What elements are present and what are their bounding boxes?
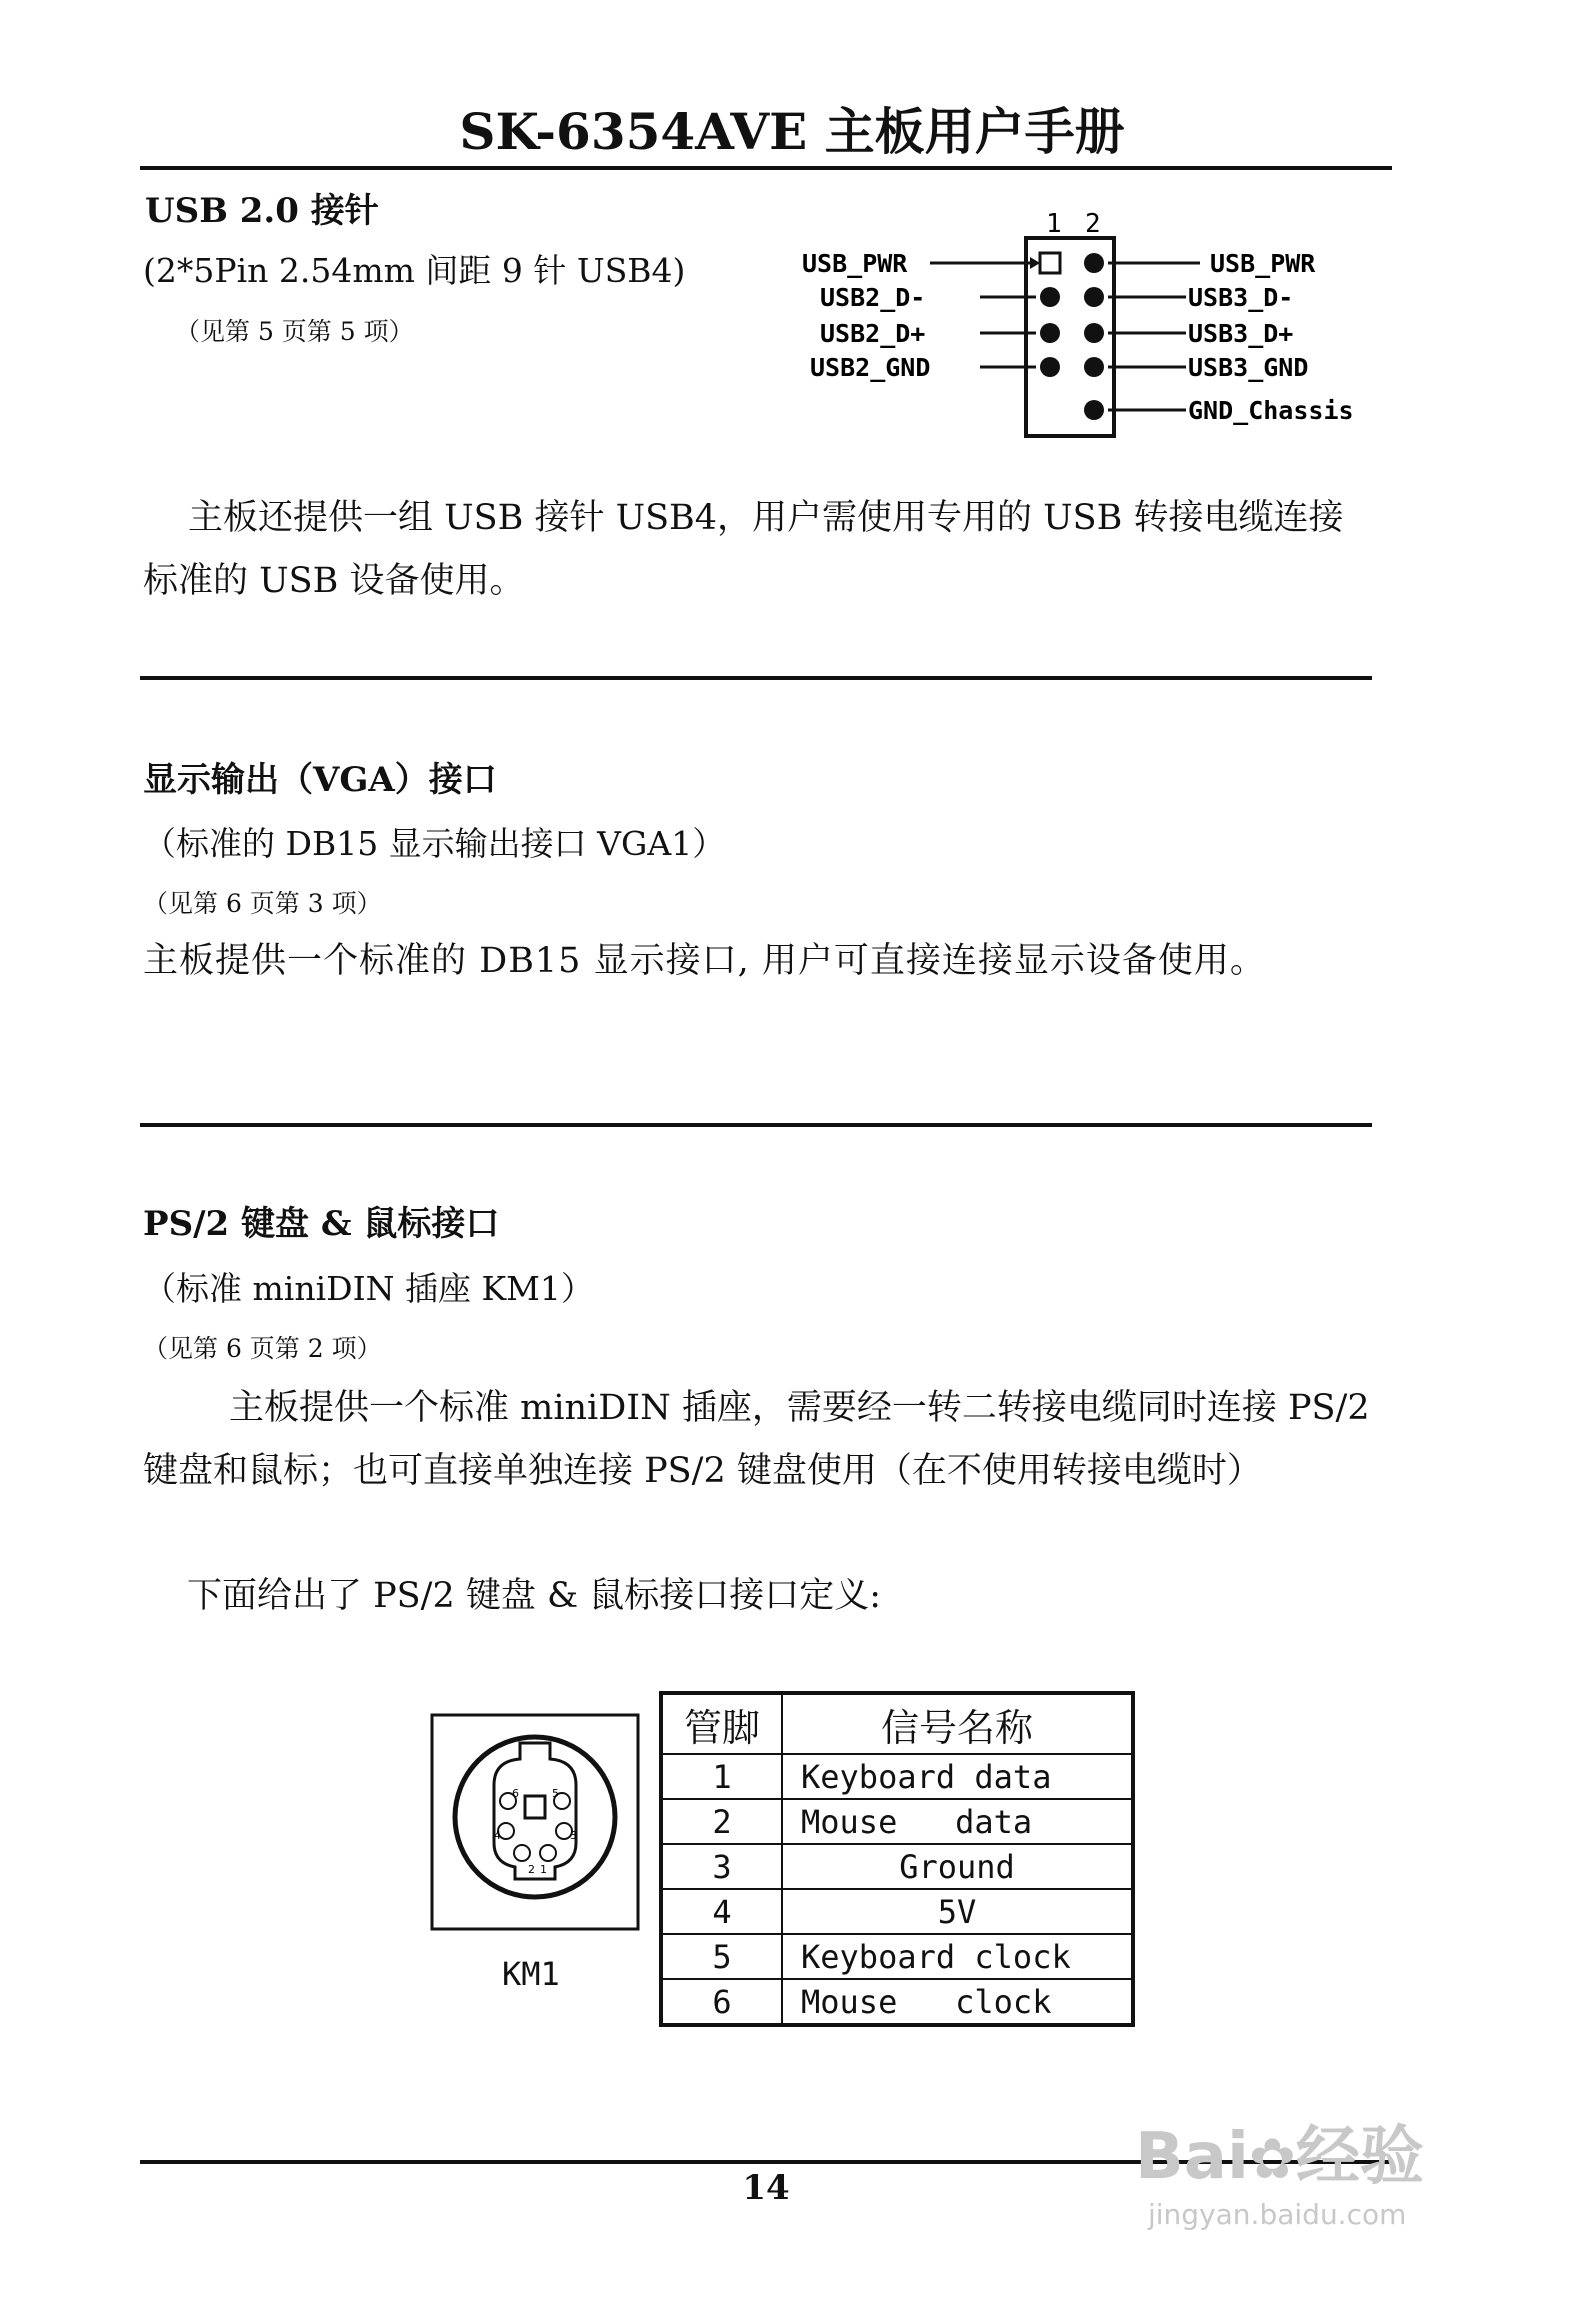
connector-label-km1: KM1 [502,1955,560,1993]
ps2-reference: （见第 6 页第 2 项） [143,1334,382,1363]
left-label-usb2-dplus: USB2_D+ [820,319,926,348]
table-row: 6 Mouse clock [661,1979,1133,2025]
divider-2 [140,1123,1372,1127]
minidin-pin-5-label: 5 [552,1787,559,1800]
pin-3 [1040,287,1060,307]
usb-section-title: USB 2.0 接针 [145,191,379,231]
vga-section-title: 显示输出（VGA）接口 [143,760,497,800]
left-label-usb2-dminus: USB2_D- [820,283,926,312]
page-number: 14 [742,2168,790,2208]
ps2-description: 主板提供一个标准 miniDIN 插座，需要经一转二转接电缆同时连接 PS/2 键盘和鼠标；也可直接单独连接 PS/2 键盘使用（在不使用转接电缆时） [143,1388,1370,1491]
pin-col-1-label: 1 [1046,209,1062,239]
usb-description: 主板还提供一组 USB 接针 USB4，用户需使用专用的 USB 转接电缆连接标准的 USB 设备使用。 [143,498,1344,601]
usb-header-pin-diagram [790,200,1390,440]
pin-4 [1084,287,1104,307]
ps2-intro: 下面给出了 PS/2 键盘 & 鼠标接口接口定义: [187,1576,882,1616]
left-label-usb2-gnd: USB2_GND [810,353,931,382]
pin-7 [1040,357,1060,377]
vga-spec: （标准的 DB15 显示输出接口 VGA1） [143,824,726,863]
usb-spec: (2*5Pin 2.54mm 间距 9 针 USB4) [143,251,686,290]
right-label-usb3-dminus: USB3_D- [1188,283,1294,312]
pin-col-2-label: 2 [1085,209,1101,239]
left-label-usb-pwr: USB_PWR [802,249,908,278]
pin-8 [1084,357,1104,377]
table-row: 4 5V [661,1889,1133,1934]
table-row: 1 Keyboard data [661,1754,1133,1799]
table-header-row [661,1693,1133,1754]
right-label-usb-pwr: USB_PWR [1210,249,1316,278]
vga-description: 主板提供一个标准的 DB15 显示接口, 用户可直接连接显示设备使用。 [143,941,1266,981]
pin-1-square [1040,253,1060,273]
minidin-pin-1-label: 1 [540,1863,547,1876]
pin-10 [1084,400,1104,420]
watermark-url: jingyan.baidu.com [1148,2198,1407,2231]
paw-icon: ✿ [1248,2127,1296,2192]
divider-1 [140,676,1372,680]
pin-5 [1040,323,1060,343]
usb-reference: （见第 5 页第 5 项） [175,317,414,346]
page-header-title: SK-6354AVE 主板用户手册 [459,102,1125,161]
watermark-brand-text: Bai [1135,2120,1249,2194]
vga-reference: （见第 6 页第 3 项） [143,889,382,918]
pin-2 [1084,253,1104,273]
ps2-section-title: PS/2 键盘 & 鼠标接口 [143,1204,500,1244]
minidin-pin-3-label: 3 [570,1829,577,1842]
watermark-brand-text-2: 经验 [1295,2120,1424,2194]
right-label-gnd-chassis: GND_Chassis [1188,396,1354,425]
table-row: 5 Keyboard clock [661,1934,1133,1979]
ps2-spec: （标准 miniDIN 插座 KM1） [143,1269,594,1308]
right-label-usb3-dplus: USB3_D+ [1188,319,1294,348]
ps2-pin-table [659,1691,1135,2027]
watermark-brand [1135,2105,1424,2197]
minidin-pin-4-label: 4 [494,1829,501,1842]
pin-6 [1084,323,1104,343]
minidin-connector-diagram [430,1713,640,1931]
table-row: 3 Ground [661,1844,1133,1889]
minidin-pin-6-label: 6 [512,1787,519,1800]
right-label-usb3-gnd: USB3_GND [1188,353,1309,382]
minidin-pin-2-label: 2 [528,1863,535,1876]
header-rule [140,166,1392,170]
table-header-signal: 信号名称 [782,1693,1133,1754]
table-row: 2 Mouse data [661,1799,1133,1844]
table-header-pin: 管脚 [661,1693,782,1754]
